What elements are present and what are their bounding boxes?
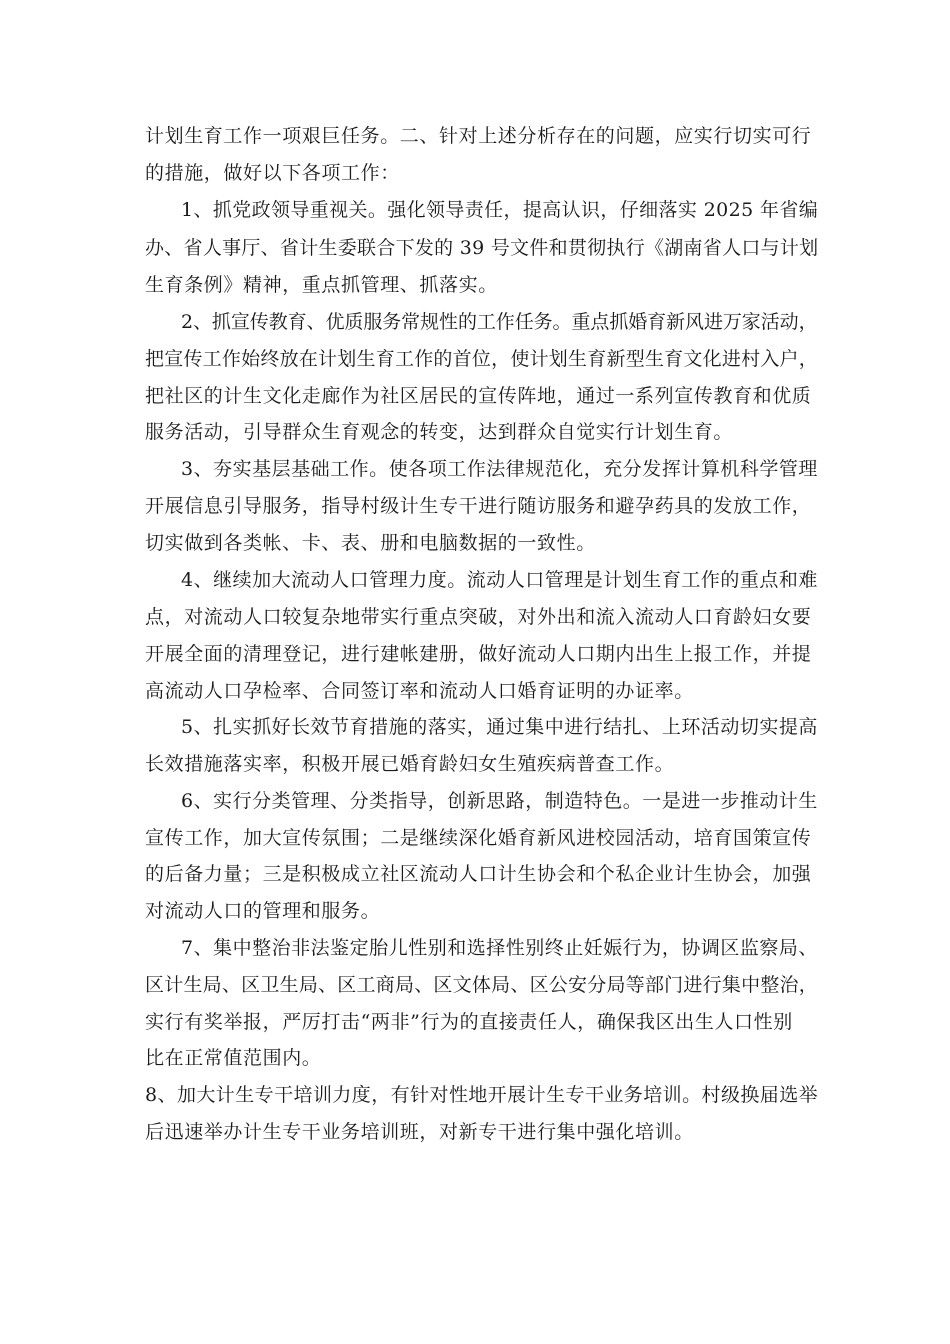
text-line: 对流动人口的管理和服务。 [145, 900, 381, 922]
text-line: 办、省人事厅、省计生委联合下发的 39 号文件和贯彻执行《湖南省人口与计划 [145, 237, 819, 259]
text-line: 2、抓宣传教育、优质服务常规性的工作任务。重点抓婚育新风进万家活动， [181, 311, 818, 333]
text-line: 1、抓党政领导重视关。强化领导责任，提高认识，仔细落实 2025 年省编 [181, 199, 819, 221]
text-line: 切实做到各类帐、卡、表、册和电脑数据的一致性。 [145, 532, 596, 554]
text-line: 点，对流动人口较复杂地带实行重点突破，对外出和流入流动人口育龄妇女要 [145, 606, 812, 628]
text-line: 6、实行分类管理、分类指导，创新思路，制造特色。一是进一步推动计生 [181, 790, 818, 812]
text-line: 开展全面的清理登记，进行建帐建册，做好流动人口期内出生上报工作，并提 [145, 643, 812, 665]
text-line: 5、扎实抓好长效节育措施的落实，通过集中进行结扎、上环活动切实提高 [181, 716, 818, 738]
text-line: 的后备力量；三是积极成立社区流动人口计生协会和个私企业计生协会，加强 [145, 863, 812, 885]
text-line: 实行有奖举报，严厉打击“两非”行为的直接责任人，确保我区出生人口性别 [145, 1011, 793, 1033]
text-line: 4、继续加大流动人口管理力度。流动人口管理是计划生育工作的重点和难 [181, 569, 818, 591]
text-line: 8、加大计生专干培训力度，有针对性地开展计生专干业务培训。村级换届选举 [145, 1084, 819, 1106]
text-line: 区计生局、区卫生局、区工商局、区文体局、区公安分局等部门进行集中整治， [145, 974, 819, 996]
text-line: 的措施，做好以下各项工作： [145, 162, 400, 184]
text-line: 计划生育工作一项艰巨任务。二、针对上述分析存在的问题，应实行切实可行 [145, 125, 812, 147]
text-line: 把宣传工作始终放在计划生育工作的首位，使计划生育新型生育文化进村入户， [145, 348, 819, 370]
text-line: 服务活动，引导群众生育观念的转变，达到群众自觉实行计划生育。 [145, 421, 734, 443]
text-line: 高流动人口孕检率、合同签订率和流动人口婚育证明的办证率。 [145, 680, 694, 702]
text-line: 7、集中整治非法鉴定胎儿性别和选择性别终止妊娠行为，协调区监察局、 [181, 937, 818, 959]
text-line: 生育条例》精神，重点抓管理、抓落实。 [145, 274, 498, 296]
text-line: 长效措施落实率，积极开展已婚育龄妇女生殖疾病普查工作。 [145, 753, 675, 775]
text-line: 把社区的计生文化走廊作为社区居民的宣传阵地，通过一系列宣传教育和优质 [145, 385, 812, 407]
text-line: 后迅速举办计生专干业务培训班，对新专干进行集中强化培训。 [145, 1121, 694, 1143]
text-line: 3、夯实基层基础工作。使各项工作法律规范化，充分发挥计算机科学管理 [181, 458, 818, 480]
text-line: 宣传工作，加大宣传氛围；二是继续深化婚育新风进校园活动，培育国策宣传 [145, 827, 812, 849]
text-line: 开展信息引导服务，指导村级计生专干进行随访服务和避孕药具的发放工作， [145, 495, 812, 517]
text-line: 比在正常值范围内。 [145, 1047, 322, 1069]
